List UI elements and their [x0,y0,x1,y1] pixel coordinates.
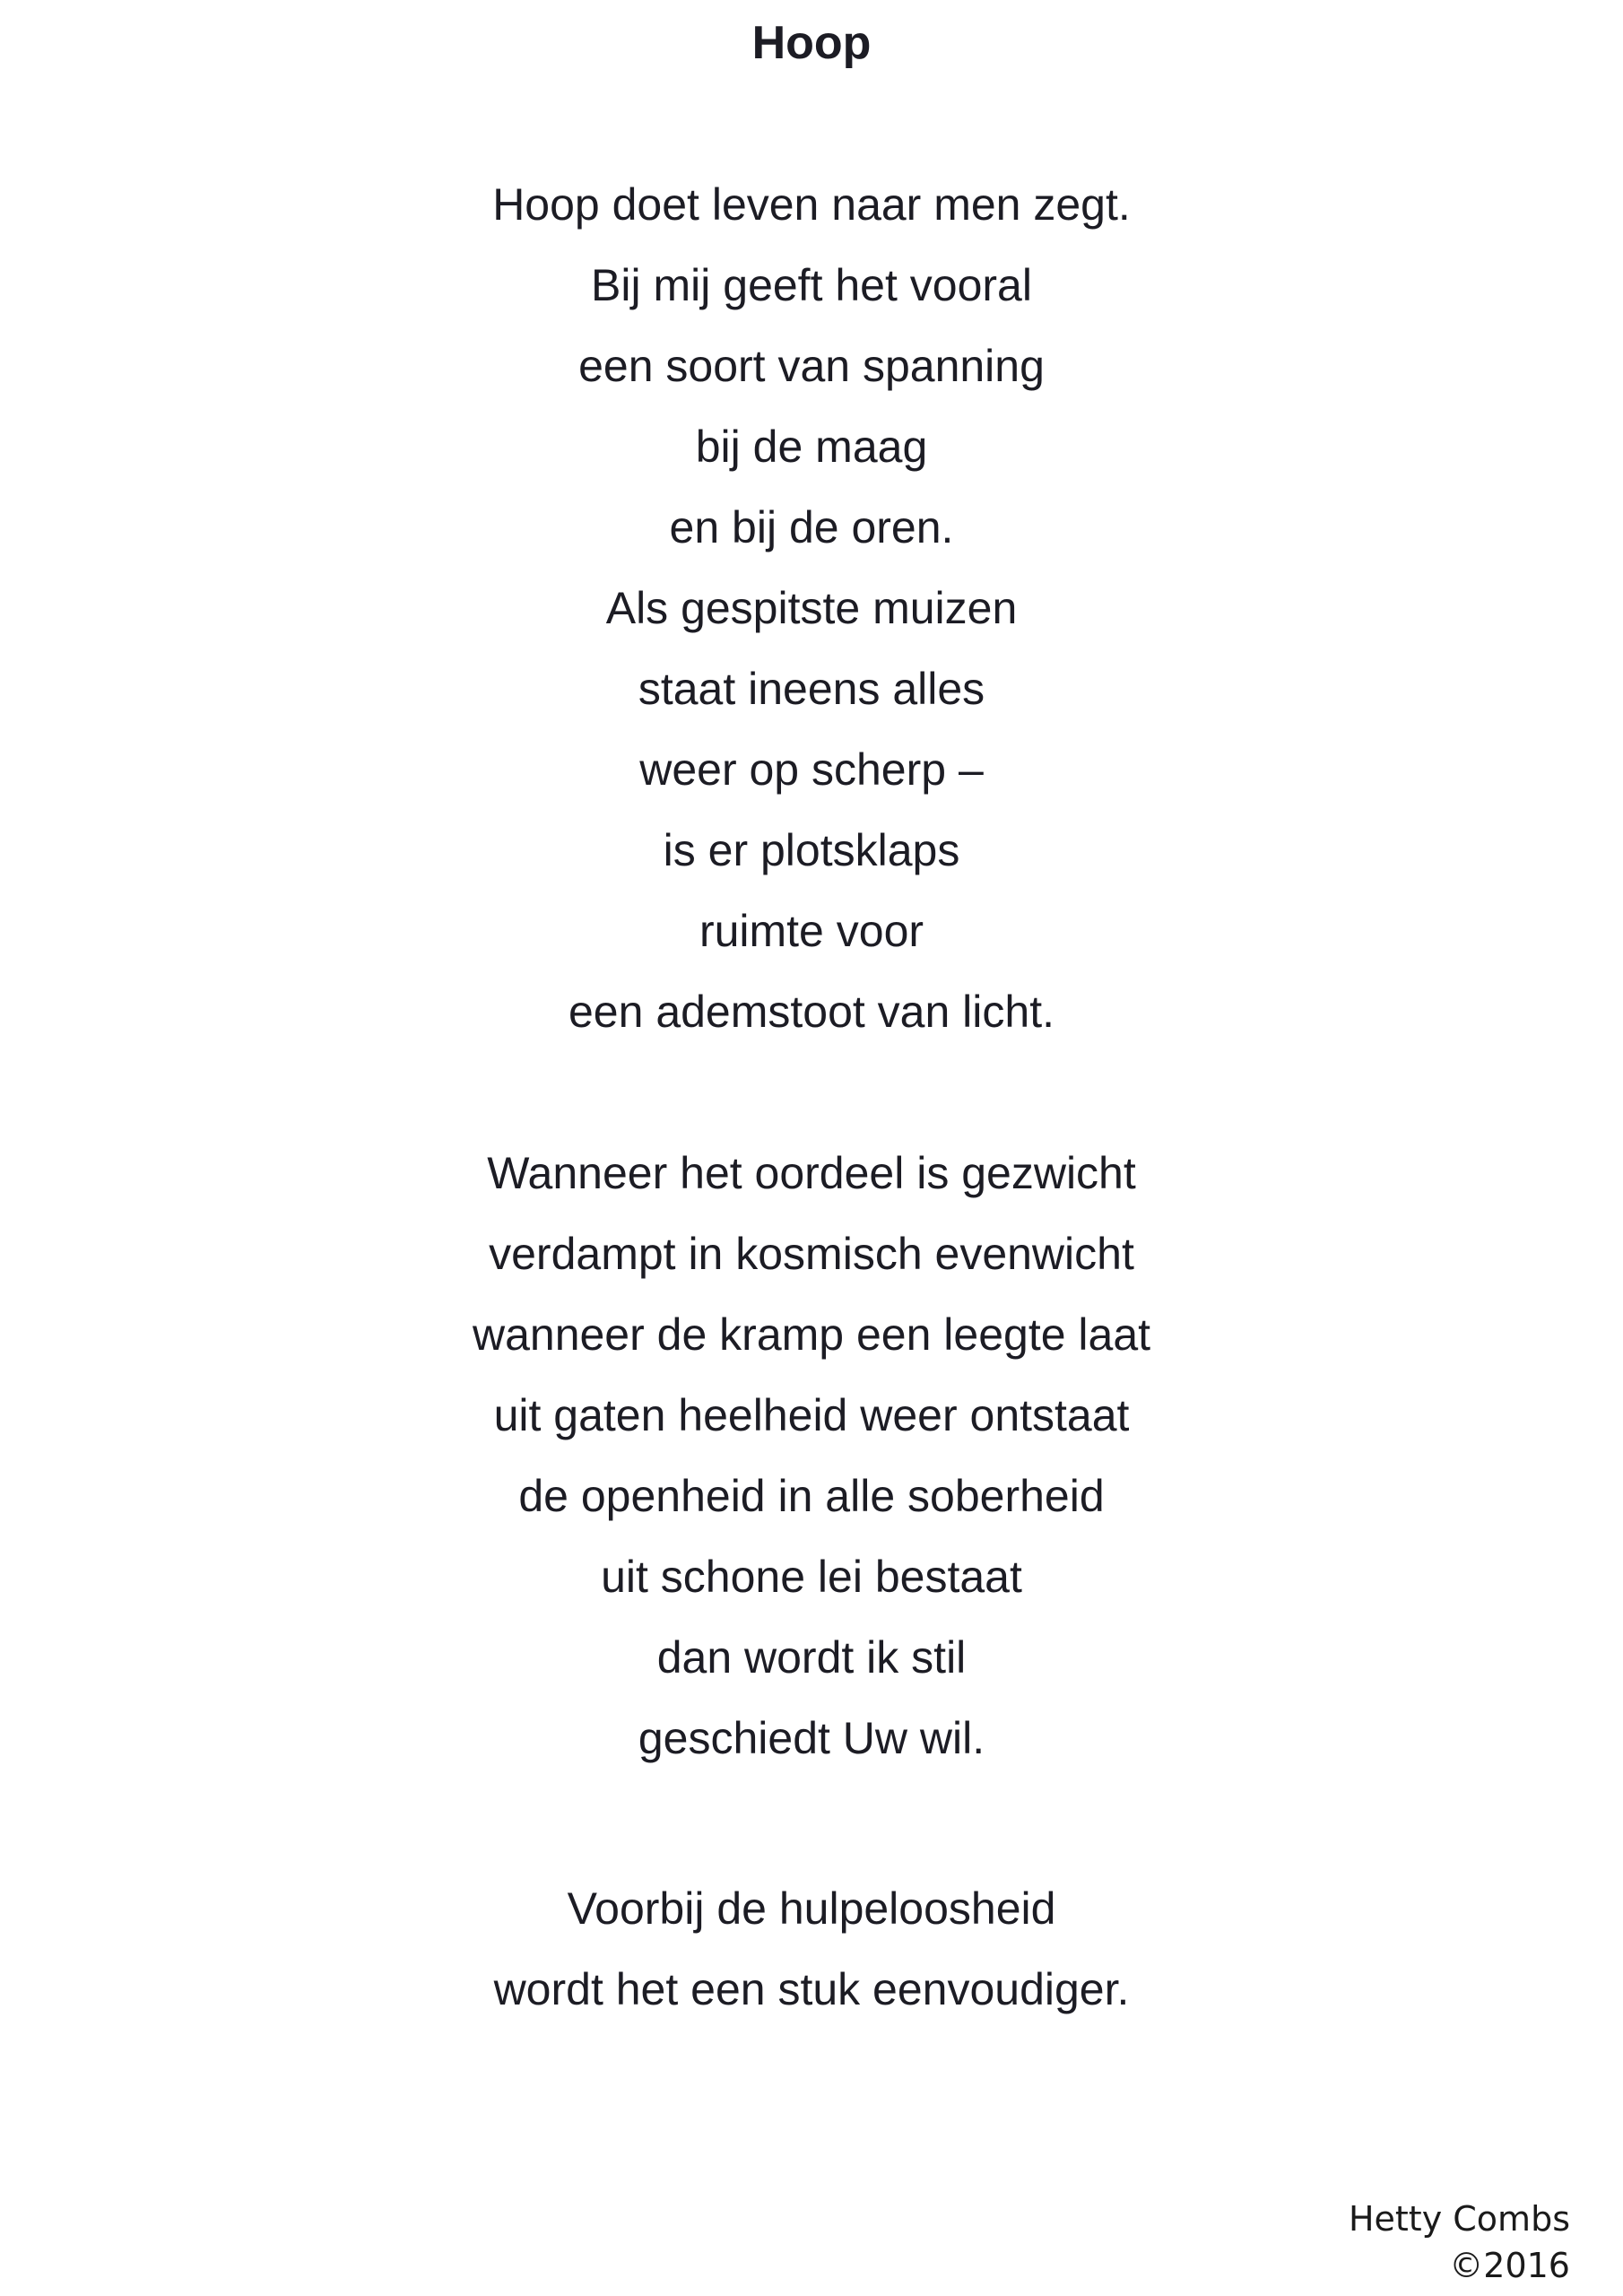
poem-line: Wanneer het oordeel is gezwicht [487,1148,1136,1198]
signature [1349,2196,1570,2289]
poem-line: wanneer de kramp een leegte laat [472,1309,1151,1360]
poem-line: Voorbij de hulpeloosheid [567,1883,1056,1934]
poem-line: weer op scherp – [639,744,984,795]
poem-line: Als gespitste muizen [605,583,1018,633]
poem-title: Hoop [751,17,872,69]
copyright-notice: ©2016 [1449,2246,1570,2285]
poem-line: staat ineens alles [638,664,985,714]
stanza-2 [0,1133,1623,1779]
poem-line: Bij mij geeft het vooral [591,260,1032,310]
stanza-3 [0,1868,1623,2030]
poem-line: ruimte voor [699,906,924,956]
poem-line: een ademstoot van licht. [568,987,1055,1037]
stanza-1 [0,164,1623,1052]
poem-line: wordt het een stuk eenvoudiger. [493,1964,1130,2014]
poem-line: Hoop doet leven naar men zegt. [492,179,1131,230]
poem-line: verdampt in kosmisch evenwicht [489,1229,1134,1279]
poem-line: uit schone lei bestaat [601,1552,1022,1602]
author-name: Hetty Combs [1348,2199,1570,2239]
poem-line: bij de maag [695,422,928,472]
poem-line: en bij de oren. [669,502,954,552]
poem-line: de openheid in alle soberheid [518,1471,1105,1521]
poem-line: is er plotsklaps [663,825,960,875]
poem-line: uit gaten heelheid weer ontstaat [493,1390,1130,1440]
poem-line: geschiedt Uw wil. [638,1713,985,1763]
poem-line: een soort van spanning [578,341,1045,391]
poem-line: dan wordt ik stil [656,1632,967,1683]
